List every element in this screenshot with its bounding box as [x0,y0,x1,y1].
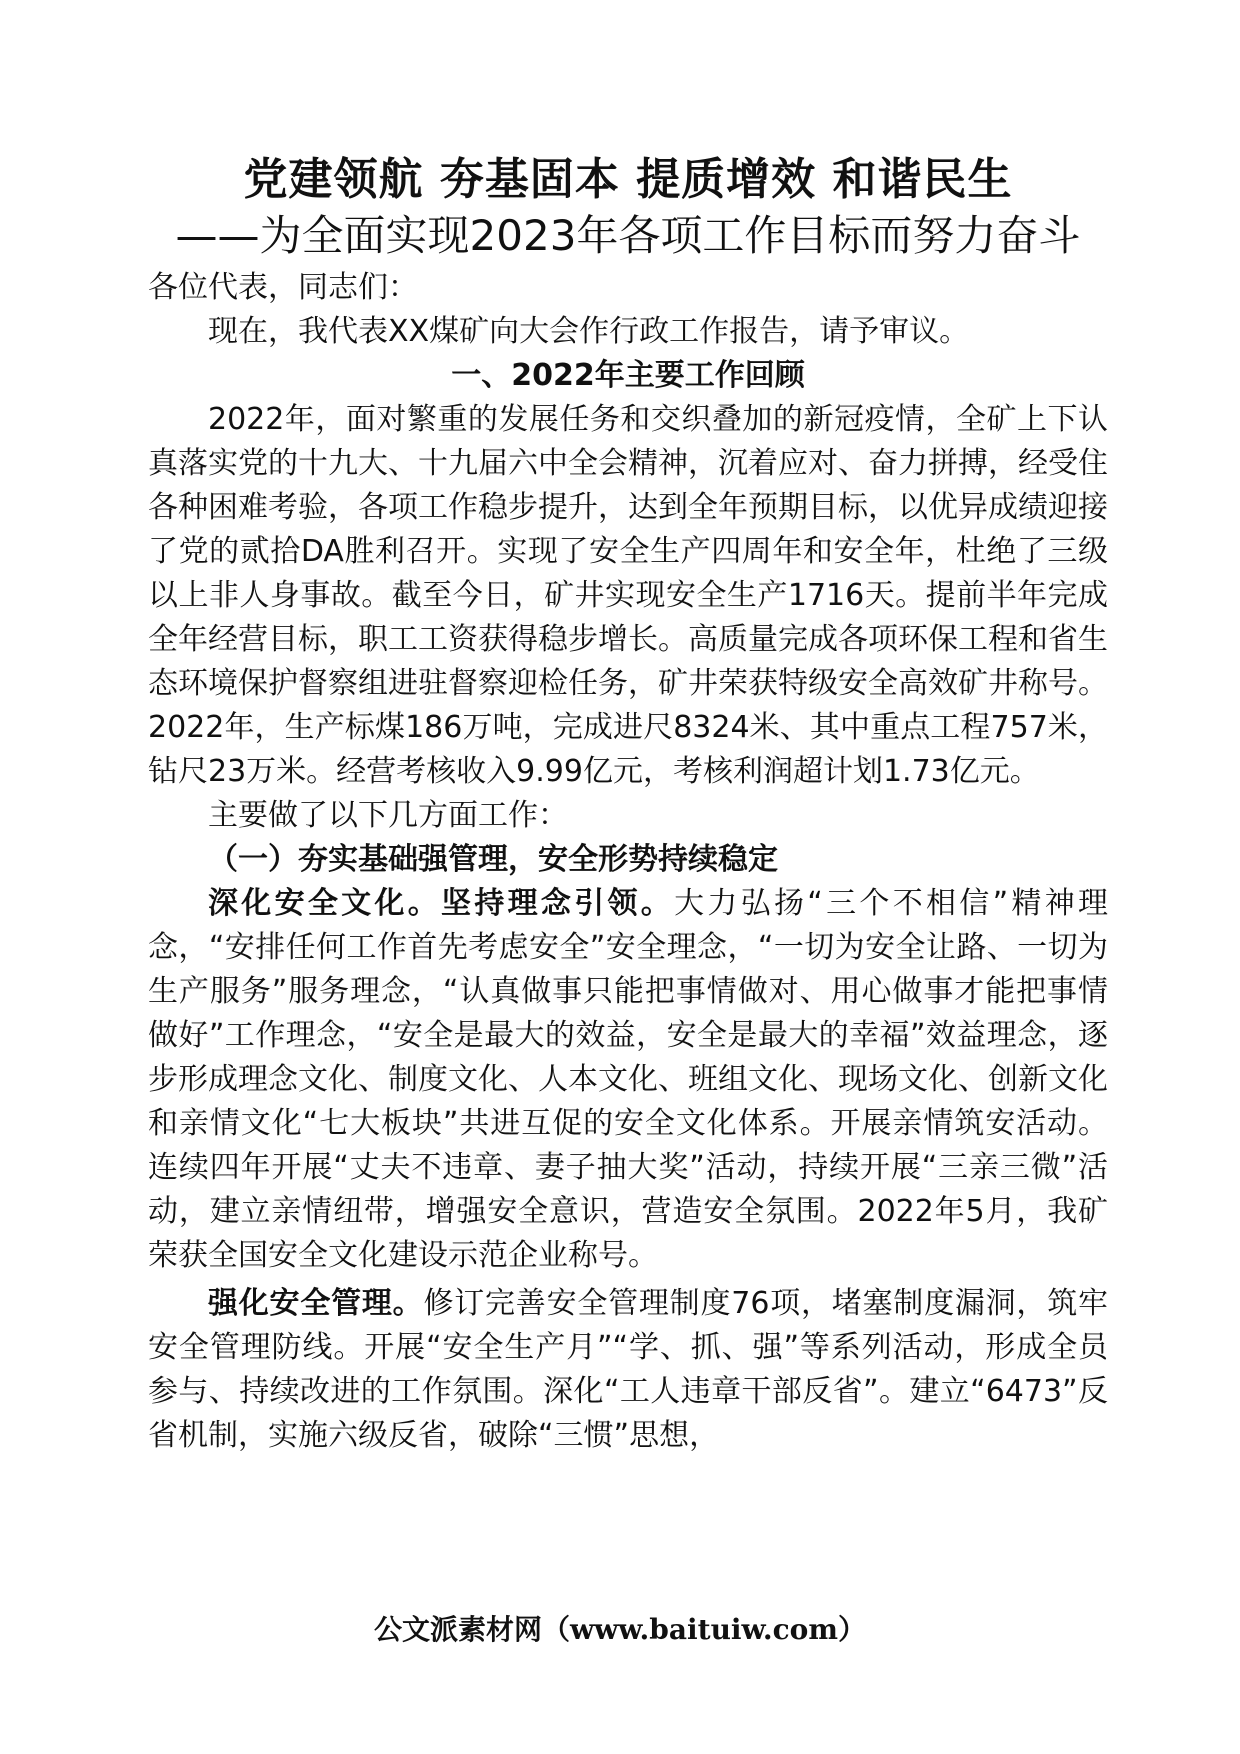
safety-management-body: 修订完善安全管理制度76项，堵塞制度漏洞，筑牢安全管理防线。开展“安全生产月”“学、抓、强”等系列活动，形成全员参与、持续改进的工作氛围。深化“工人违章干部反省”。建立“6473”反省机制，实施六级反省，破除“三惯”思想， [148,1286,1108,1453]
intro-paragraph: 现在，我代表XX煤矿向大会作行政工作报告，请予审议。 [208,314,970,349]
document-title: 党建领航 夯基固本 提质增效 和谐民生 [243,154,1013,205]
safety-culture-lead: 深化安全文化。坚持理念引领。 [208,886,675,921]
safety-culture-body: 大力弘扬“三个不相信”精神理念，“安排任何工作首先考虑安全”安全理念，“一切为安全让路、一切为生产服务”服务理念，“认真做事只能把事情做对、用心做事才能把事情做好”工作理念，“安全是最大的效益，安全是最大的幸福”效益理念，逐步形成理念文化、制度文化、人本文化、班组文化、现场文化、创新文化和亲情文化“七大板块”共进互促的安全文化体系。开展亲情筑安活动。连续四年开展“丈夫不违章、妻子抽大奖”活动，持续开展“三亲三微”活动，建立亲情纽带，增强安全意识，营造安全氛围。2022年5月，我矿荣获全国安全文化建设示范企业称号。 [148,886,1108,1273]
work-intro-paragraph: 主要做了以下几方面工作： [208,798,568,833]
review-paragraph: 2022年，面对繁重的发展任务和交织叠加的新冠疫情，全矿上下认真落实党的十九大、十九届六中全会精神，沉着应对、奋力拼搏，经受住各种困难考验，各项工作稳步提升，达到全年预期目标，以优异成绩迎接了党的贰拾DA胜利召开。实现了安全生产四周年和安全年，杜绝了三级以上非人身事故。截至今日，矿井实现安全生产1716天。提前半年完成全年经营目标，职工工资获得稳步增长。高质量完成各项环保工程和省生态环境保护督察组进驻督察迎检任务，矿井荣获特级安全高效矿井称号。2022年，生产标煤186万吨，完成进尺8324米、其中重点工程757米，钻尺23万米。经营考核收入9.99亿元，考核利润超计划1.73亿元。 [148,402,1108,789]
footer-watermark: 公文派素材网（www.baituiw.com） [374,1613,866,1646]
safety-management-lead: 强化安全管理。 [208,1286,424,1321]
document-body [148,150,1108,1458]
safety-management-paragraph [148,1282,1108,1458]
document-subtitle: ——为全面实现2023年各项工作目标而努力奋斗 [175,211,1081,260]
section-heading: 一、2022年主要工作回顾 [451,358,805,393]
subsection-heading: （一）夯实基础强管理，安全形势持续稳定 [208,842,778,877]
salutation: 各位代表，同志们： [148,270,418,305]
safety-culture-paragraph [148,882,1108,1278]
